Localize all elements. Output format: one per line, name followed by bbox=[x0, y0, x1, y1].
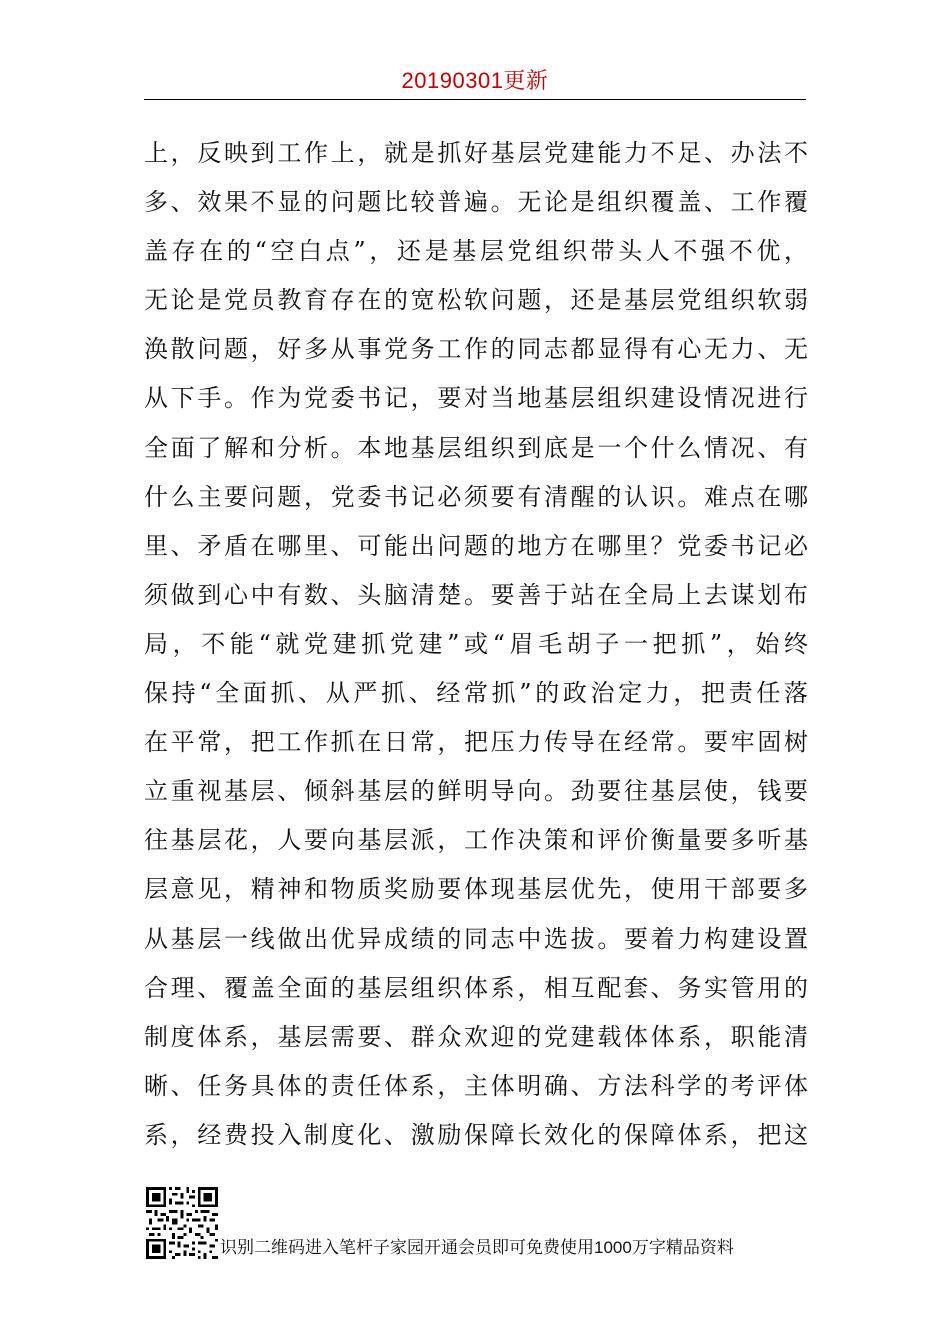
body-line: 立重视基层、倾斜基层的鲜明导向。劲要往基层使，钱要 bbox=[144, 777, 808, 806]
body-line: 什么主要问题，党委书记必须要有清醒的认识。难点在哪 bbox=[144, 482, 808, 511]
body-line: 上，反映到工作上，就是抓好基层党建能力不足、办法不 bbox=[144, 139, 808, 167]
body-line: 晰、任务具体的责任体系，主体明确、方法科学的考评体 bbox=[144, 1071, 808, 1100]
body-line: 盖存在的“空白点”，还是基层党组织带头人不强不优， bbox=[144, 237, 808, 266]
body-line: 全面了解和分析。本地基层组织到底是一个什么情况、有 bbox=[144, 433, 808, 462]
body-line: 往基层花，人要向基层派，工作决策和评价衡量要多听基 bbox=[144, 826, 808, 855]
body-line: 无论是党员教育存在的宽松软问题，还是基层党组织软弱 bbox=[144, 286, 808, 315]
page-header-title: 20190301更新 bbox=[401, 68, 549, 93]
body-line: 在平常，把工作抓在日常，把压力传导在经常。要牢固树 bbox=[144, 728, 808, 757]
body-line: 局，不能“就党建抓党建”或“眉毛胡子一把抓”，始终 bbox=[144, 629, 808, 658]
body-line: 多、效果不显的问题比较普遍。无论是组织覆盖、工作覆 bbox=[144, 188, 808, 217]
header-divider bbox=[144, 99, 806, 100]
body-line: 里、矛盾在哪里、可能出问题的地方在哪里？党委书记必 bbox=[144, 531, 808, 560]
body-line: 系，经费投入制度化、激励保障长效化的保障体系，把这 bbox=[144, 1120, 808, 1149]
body-line: 合理、覆盖全面的基层组织体系，相互配套、务实管用的 bbox=[144, 973, 808, 1002]
body-line: 须做到心中有数、头脑清楚。要善于站在全局上去谋划布 bbox=[144, 580, 808, 609]
page-footer bbox=[146, 1187, 808, 1259]
body-line: 保持“全面抓、从严抓、经常抓”的政治定力，把责任落 bbox=[144, 679, 808, 708]
body-line: 制度体系，基层需要、群众欢迎的党建载体体系，职能清 bbox=[144, 1022, 808, 1051]
footer-promo-text: 识别二维码进入笔杆子家园开通会员即可免费使用1000万字精品资料 bbox=[220, 1238, 734, 1257]
body-line: 从下手。作为党委书记，要对当地基层组织建设情况进行 bbox=[144, 384, 808, 413]
document-body bbox=[144, 129, 808, 1160]
body-line: 涣散问题，好多从事党务工作的同志都显得有心无力、无 bbox=[144, 335, 808, 364]
body-line: 从基层一线做出优异成绩的同志中选拔。要着力构建设置 bbox=[144, 924, 808, 953]
qr-code-icon[interactable] bbox=[146, 1187, 218, 1259]
body-line: 层意见，精神和物质奖励要体现基层优先，使用干部要多 bbox=[144, 875, 808, 904]
